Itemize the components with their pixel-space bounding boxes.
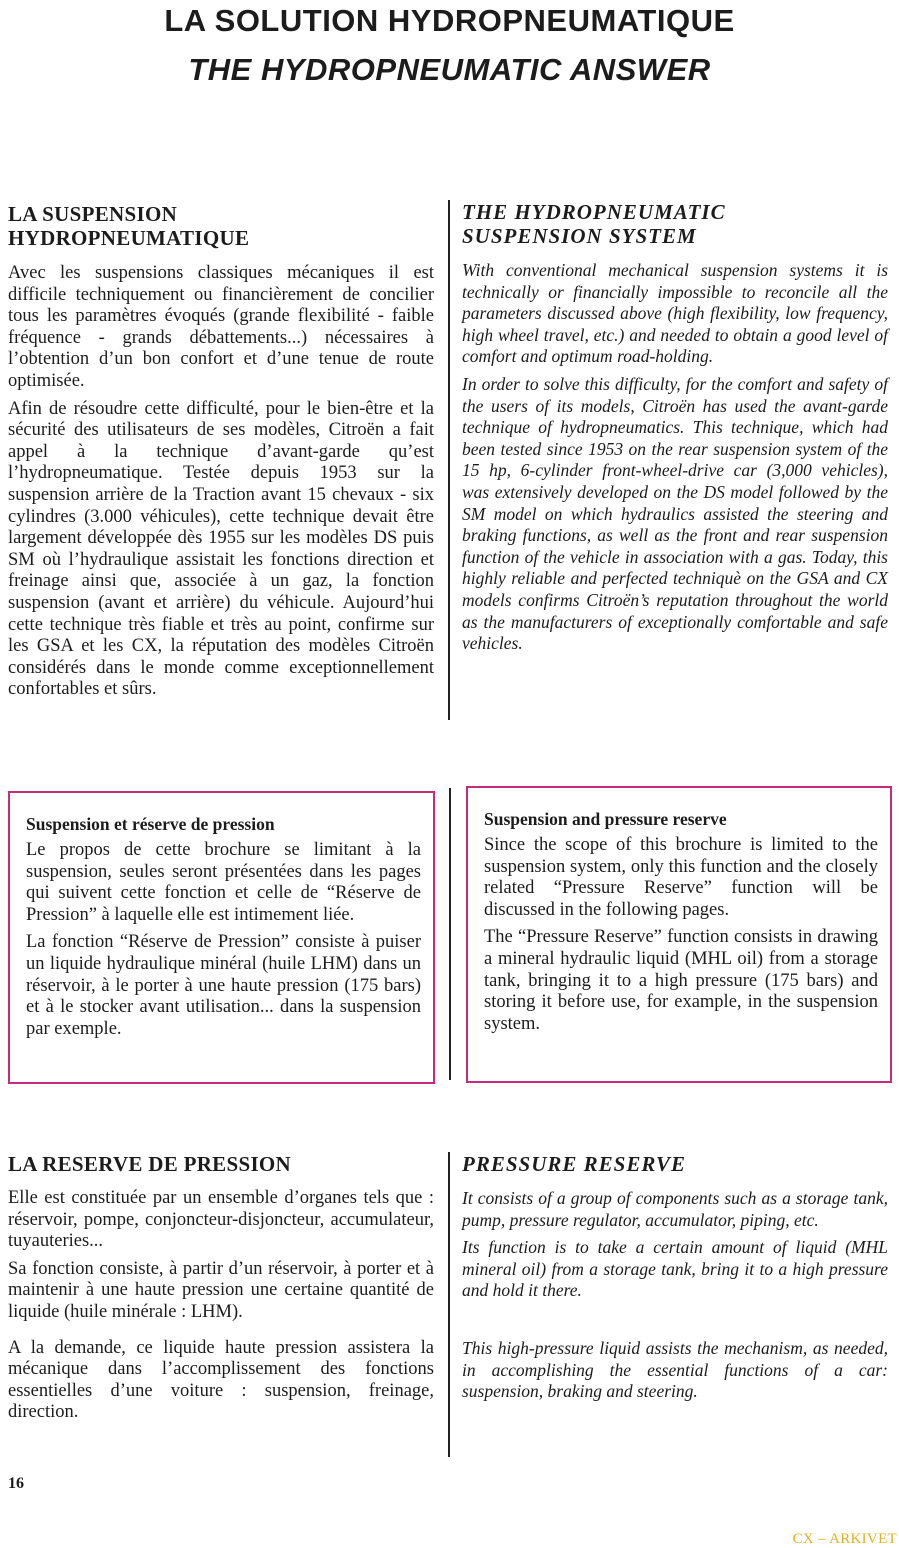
- paragraph: Sa fonction consiste, à partir d’un réservoir, à porter et à maintenir à une haute pression une certaine quantité de liquide (huile minérale : LHM).: [8, 1258, 434, 1322]
- paragraph: A la demande, ce liquide haute pression assistera la mécanique dans l’accomplissement des fonctions essentielles d’une voiture : suspension, freinage, direction.: [8, 1337, 434, 1423]
- paragraph: With conventional mechanical suspension systems it is technically or financially impossible to reconcile all the parameters discussed above (high flexibility, low frequency, high wheel travel, etc.) and needed to obtain a good level of comfort and optimum road-holding.: [462, 260, 888, 367]
- paragraph: Afin de résoudre cette difficulté, pour le bien-être et la sécurité des utilisateurs de ses modèles, Citroën a fait appel à la technique d’avant-garde qu’est l’hydropneumatique. Testée depuis 1953 sur la suspension arrière de la Traction avant 15 chevaux - six cylindres (3.000 véhicules), cette technique devait être largement développée dès 1955 sur les modèles DS puis SM où l’hydraulique assistait les fonctions direction et freinage ainsi que, associée à un gaz, la fonction suspension (avant et arrière) du véhicule. Aujourd’hui cette technique très fiable et très au point, confirme sur les GSA et les CX, la réputation des modèles Citroën considérés dans le monde comme exceptionnellement confortables et sûrs.: [8, 398, 434, 700]
- title-english: THE HYDROPNEUMATIC ANSWER: [188, 52, 711, 87]
- column-divider: [448, 200, 450, 720]
- column-divider: [449, 788, 451, 1080]
- section-reserve-en: [462, 1152, 888, 1409]
- section-heading-line-1: THE HYDROPNEUMATIC: [462, 200, 726, 224]
- paragraph: Avec les suspensions classiques mécaniques il est difficile techniquement ou financièrement de concilier tous les paramètres évoqués (grande flexibilité - faible fréquence - grands débattements...) nécessaires à l’obtention d’un bon confort et d’une tenue de route optimisée.: [8, 263, 434, 391]
- column-divider: [448, 1152, 450, 1457]
- title-french: LA SOLUTION HYDROPNEUMATIQUE: [164, 3, 735, 38]
- page-number: 16: [8, 1475, 24, 1492]
- paragraph: Since the scope of this brochure is limited to the suspension system, only this function and the closely related “Pressure Reserve” function will be discussed in the following pages.: [484, 835, 878, 920]
- paragraph: Its function is to take a certain amount of liquid (MHL mineral oil) from a storage tank, bring it to a high pressure and hold it there.: [462, 1237, 888, 1301]
- archive-watermark: CX – ARKIVET: [792, 1531, 897, 1547]
- paragraph: This high-pressure liquid assists the mechanism, as needed, in accomplishing the essential functions of a car: suspension, braking and steering.: [462, 1337, 888, 1402]
- box-heading: Suspension and pressure reserve: [484, 809, 727, 829]
- section-suspension-fr: [8, 202, 434, 707]
- section-heading-line-2: SUSPENSION SYSTEM: [462, 224, 697, 248]
- section-heading-line-2: HYDROPNEUMATIQUE: [8, 226, 250, 250]
- paragraph: La fonction “Réserve de Pression” consiste à puiser un liquide hydraulique minéral (huile LHM) dans un réservoir, à le porter à une haute pression (175 bars) et à le stocker avant utilisation... dans la suspension par exemple.: [26, 932, 421, 1039]
- paragraph: Le propos de cette brochure se limitant à la suspension, seules seront présentées dans les pages qui suivent cette fonction et celle de “Réserve de Pression” à laquelle elle est intimement liée.: [26, 840, 421, 925]
- paragraph: Elle est constituée par un ensemble d’organes tels que : réservoir, pompe, conjoncteur-disjoncteur, accumulateur, tuyauteries...: [8, 1188, 434, 1252]
- section-suspension-en: [462, 200, 888, 661]
- section-heading: LA RESERVE DE PRESSION: [8, 1152, 292, 1176]
- pressure-reserve-box-fr: [8, 791, 435, 1084]
- page-title-block: [0, 2, 899, 89]
- paragraph: The “Pressure Reserve” function consists in drawing a mineral hydraulic liquid (MHL oil) from a storage tank, bringing it to a high pressure (175 bars) and storing it before use, for example, in the suspension system.: [484, 927, 878, 1034]
- box-heading: Suspension et réserve de pression: [26, 814, 275, 834]
- pressure-reserve-box-en: [466, 786, 892, 1083]
- paragraph: It consists of a group of components such as a storage tank, pump, pressure regulator, accumulator, piping, etc.: [462, 1188, 888, 1230]
- paragraph: In order to solve this difficulty, for the comfort and safety of the users of its models, Citroën has used the avant-garde technique of hydropneumatics. This technique, which had been tested since 1953 on the rear suspension system of the 15 hp, 6-cylinder front-wheel-drive car (3,000 vehicles), was extensively developed on the DS model followed by the SM model on which hydraulics assisted the steering and braking functions, as well as the front and rear suspension function of the vehicle in association with a gas. Today, this highly reliable and perfected techniquè on the GSA and CX models confirms Citroën’s reputation throughout the world as the manufacturers of exceptionally comfortable and safe vehicles.: [462, 373, 888, 654]
- section-reserve-fr: [8, 1152, 434, 1430]
- section-heading-line-1: LA SUSPENSION: [8, 202, 178, 226]
- section-heading: PRESSURE RESERVE: [462, 1152, 686, 1176]
